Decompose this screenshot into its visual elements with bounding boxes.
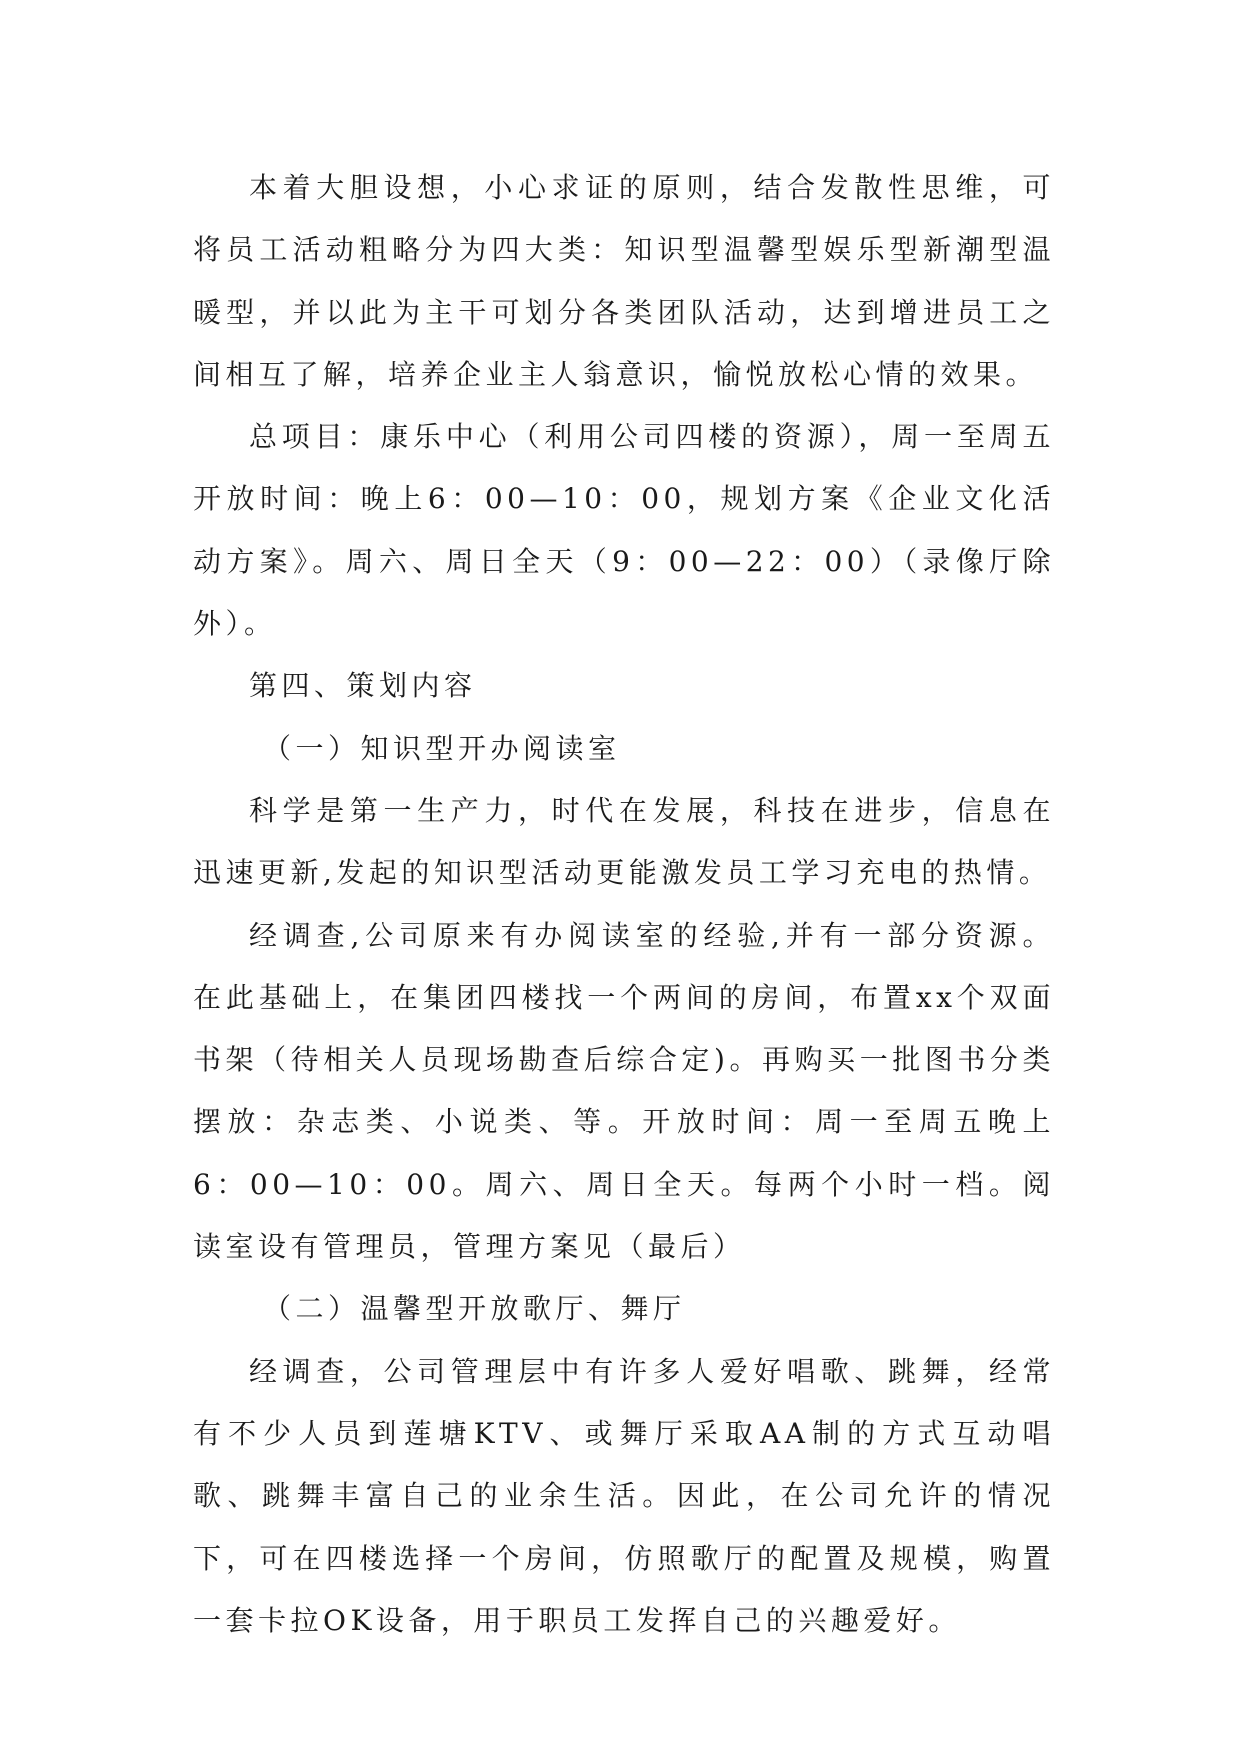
paragraph-general-project: 总项目：康乐中心（利用公司四楼的资源），周一至周五开放时间：晚上6：00—10：00，规划方案《企业文化活动方案》。周六、周日全天（9：00—22：00）（录像厅除外）。 <box>193 420 1055 641</box>
subheading-reading-room: （一）知识型开办阅读室 <box>263 731 621 765</box>
paragraph-science-knowledge: 科学是第一生产力，时代在发展，科技在进步，信息在迅速更新,发起的知识型活动更能激发员工学习充电的热情。 <box>193 793 1055 890</box>
paragraph-reading-room-plan: 经调查,公司原来有办阅读室的经验,并有一部分资源。在此基础上，在集团四楼找一个两间的房间，布置xx个双面书架（待相关人员现场勘查后综合定)。再购买一批图书分类摆放：杂志类、小说类、等。开放时间：周一至周五晚上6：00—10：00。周六、周日全天。每两个小时一档。阅读室设有管理员，管理方案见（最后） <box>193 918 1055 1264</box>
subheading-ktv-dance-hall: （二）温馨型开放歌厅、舞厅 <box>263 1292 686 1326</box>
paragraph-ktv-plan: 经调查，公司管理层中有许多人爱好唱歌、跳舞，经常有不少人员到莲塘KTV、或舞厅采取AA制的方式互动唱歌、跳舞丰富自己的业余生活。因此，在公司允许的情况下，可在四楼选择一个房间，仿照歌厅的配置及规模，购置一套卡拉OK设备，用于职员工发挥自己的兴趣爱好。 <box>193 1354 1055 1637</box>
document-page <box>193 157 1055 1652</box>
section-heading-planning-content: 第四、策划内容 <box>249 669 477 703</box>
paragraph-activity-categories: 本着大胆设想，小心求证的原则，结合发散性思维，可将员工活动粗略分为四大类：知识型温馨型娱乐型新潮型温暖型，并以此为主干可划分各类团队活动，达到增进员工之间相互了解，培养企业主人翁意识，愉悦放松心情的效果。 <box>193 171 1055 391</box>
